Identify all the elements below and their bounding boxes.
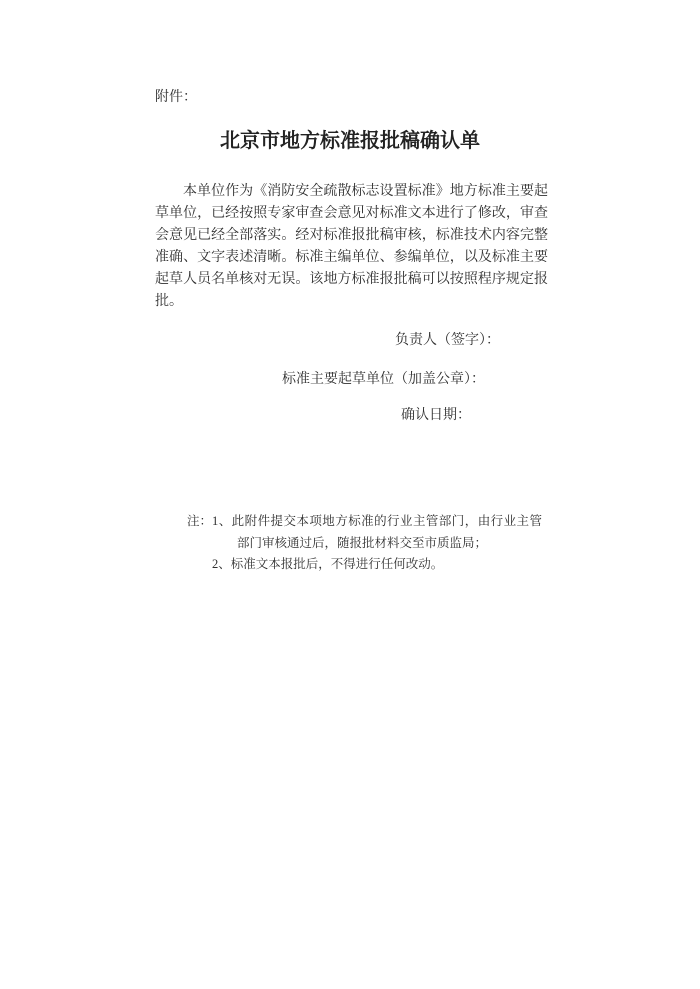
page-title: 北京市地方标准报批稿确认单 [220,130,480,152]
note-item: 2、标准文本报批后，不得进行任何改动。 [212,557,444,571]
note-section [187,511,542,576]
signature-line-drafting-unit-seal: 标准主要起草单位（加盖公章）： [282,372,485,387]
note-items [212,511,542,576]
note-item: 1、此附件提交本项地方标准的行业主管部门，由行业主管部门审核通过后，随报批材料交至市质监局； [212,514,543,550]
attachment-label: 附件： [155,90,197,105]
body-paragraph: 本单位作为《消防安全疏散标志设置标准》地方标准主要起草单位，已经按照专家审查会意见对标准文本进行了修改，审查会意见已经全部落实。经对标准报批稿审核，标准技术内容完整准确、文字表述清晰。标准主编单位、参编单位，以及标准主要起草人员名单核对无误。该地方标准报批稿可以按照程序规定报批。 [155,184,548,309]
note-label: 注： [187,514,213,528]
signature-line-responsible-person: 负责人（签字）： [395,333,500,348]
signature-line-confirmation-date: 确认日期： [401,408,471,423]
